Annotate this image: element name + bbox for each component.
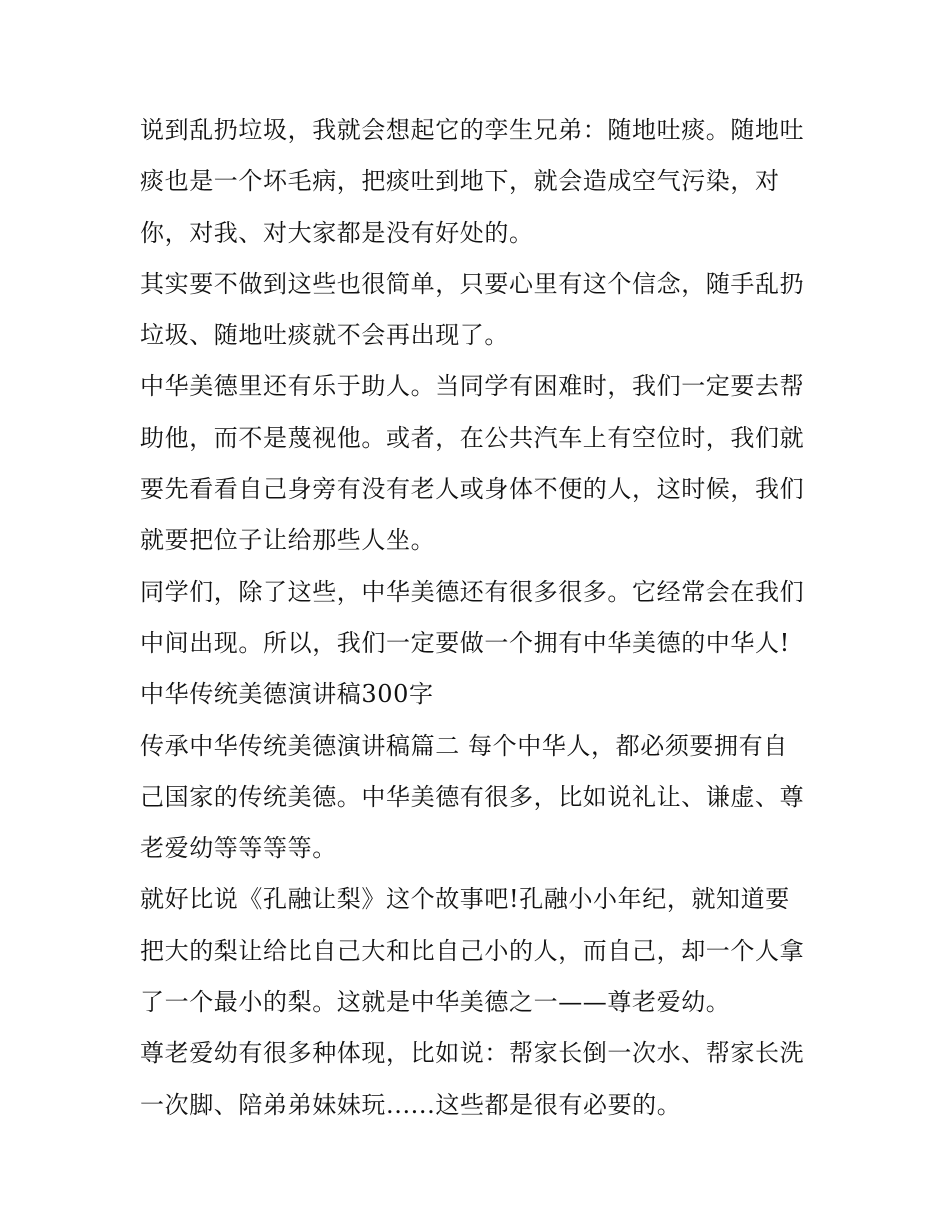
text-line: 助他，而不是蔑视他。或者，在公共汽车上有空位时，我们就 (140, 423, 805, 452)
text-line: 传承中华传统美德演讲稿篇二 每个中华人，都必须要拥有自 (140, 731, 788, 760)
section-heading: 中华传统美德演讲稿300字 (140, 680, 434, 709)
text-line: 己国家的传统美德。中华美德有很多，比如说礼让、谦虚、尊 (140, 782, 805, 811)
document-body (140, 107, 820, 1133)
text-line: 老爱幼等等等等。 (140, 834, 337, 863)
text-line: 中间出现。所以，我们一定要做一个拥有中华美德的中华人! (140, 628, 790, 657)
text-line: 把大的梨让给比自己大和比自己小的人，而自己，却一个人拿 (140, 936, 805, 965)
text-line: 同学们，除了这些，中华美德还有很多很多。它经常会在我们 (140, 577, 805, 606)
text-line: 你，对我、对大家都是没有好处的。 (140, 218, 534, 247)
text-line: 其实要不做到这些也很简单，只要心里有这个信念，随手乱扔 (140, 269, 805, 298)
text-line: 垃圾、随地吐痰就不会再出现了。 (140, 321, 509, 350)
text-line: 就好比说《孔融让梨》这个故事吧!孔融小小年纪，就知道要 (140, 885, 790, 914)
text-line: 痰也是一个坏毛病，把痰吐到地下，就会造成空气污染，对 (140, 167, 780, 196)
text-line: 说到乱扔垃圾，我就会想起它的孪生兄弟：随地吐痰。随地吐 (140, 116, 805, 144)
text-line: 就要把位子让给那些人坐。 (140, 526, 436, 555)
text-line: 尊老爱幼有很多种体现，比如说：帮家长倒一次水、帮家长洗 (140, 1039, 805, 1068)
text-line: 一次脚、陪弟弟妹妹玩......这些都是很有必要的。 (140, 1090, 682, 1119)
text-line: 要先看看自己身旁有没有老人或身体不便的人，这时候，我们 (140, 475, 805, 504)
text-line: 了一个最小的梨。这就是中华美德之一——尊老爱幼。 (140, 988, 731, 1017)
text-line: 中华美德里还有乐于助人。当同学有困难时，我们一定要去帮 (140, 372, 805, 401)
